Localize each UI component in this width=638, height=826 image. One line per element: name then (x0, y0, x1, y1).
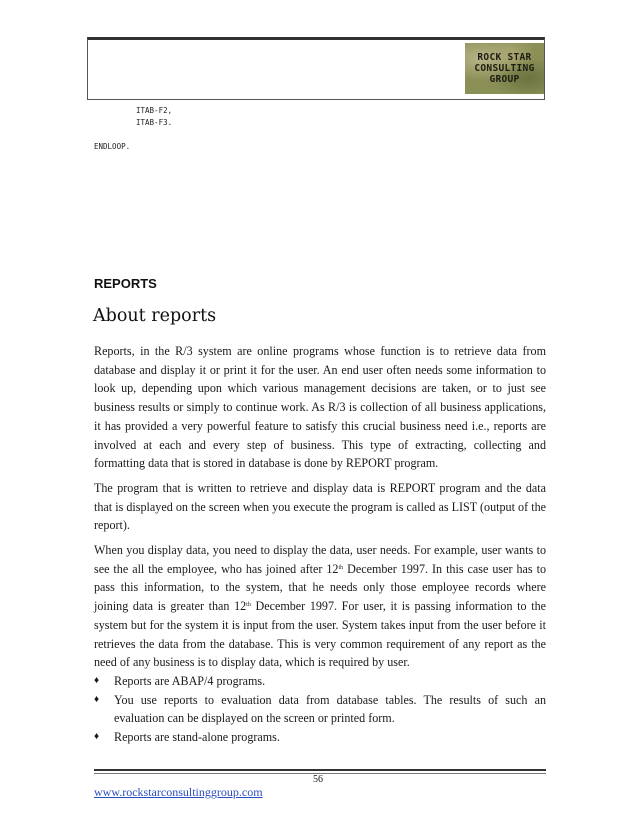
code-line-1: ITAB-F2, (136, 106, 173, 115)
paragraph-intro: Reports, in the R/3 system are online programs whose function is to retrieve data from database and display it or print it for the user. An end user often needs some information to look up, depending upon which various management decisions are taken, or to just see business results or simply to continue work. As R/3 is collection of all business applications, it has provided a very powerful feature to satisfy this crucial business need i.e., reports are involved at each and every step of business. This type of extracting, collecting and formatting data that is stored in database is done by REPORT program. (94, 344, 546, 471)
list-item (94, 728, 546, 747)
company-logo (465, 43, 544, 94)
p3-text-c: December 1997. For user, it is passing information to the system but for the system it is input from the user. System takes input from the user before it retrieves the data from the database. This is very common requirement of any report as the need of any business is to display data, which is required by user. (94, 599, 546, 670)
list-item-text: Reports are stand-alone programs. (114, 730, 280, 745)
footer-rule (94, 769, 546, 771)
p3-superscript-1: th (338, 564, 344, 571)
logo-line-1: ROCK STAR (477, 52, 532, 63)
paragraph-display-data (94, 541, 546, 672)
diamond-bullet-icon: ♦ (94, 731, 100, 743)
list-item-text: Reports are ABAP/4 programs. (114, 674, 266, 688)
subheading-about-reports: About reports (93, 306, 217, 326)
p3-text-b: December 1997. In this case user has to pass this information, to the system, that he needs only those employee records where joining data is greater than 12 (94, 561, 547, 614)
diamond-bullet-icon: ♦ (94, 675, 100, 686)
logo-line-3: GROUP (489, 74, 520, 85)
list-item (94, 691, 546, 728)
diamond-bullet-icon: ♦ (94, 693, 100, 705)
code-line-3: ENDLOOP. (94, 142, 131, 151)
page-number: 56 (313, 774, 323, 785)
report-facts-list (94, 672, 546, 747)
footer-website-link[interactable]: www.rockstarconsultinggroup.com (94, 785, 263, 799)
p3-superscript-2: th (246, 602, 251, 609)
code-line-2: ITAB-F3. (136, 118, 173, 127)
list-item-text: You use reports to evaluation data from database tables. The results of such an evaluation can be displayed on the screen or printed form. (114, 692, 546, 726)
p3-text-a: When you display data, you need to display the data, user needs. For example, user wants to see the all the employee, who has joined after 12 (94, 543, 546, 576)
list-item (94, 672, 546, 691)
paragraph-report-program: The program that is written to retrieve and display data is REPORT program and the data that is displayed on the screen when you execute the program is called as LIST (output of the report). (94, 481, 546, 533)
section-heading-reports: REPORTS (94, 276, 157, 291)
logo-line-2: CONSULTING (474, 63, 535, 74)
